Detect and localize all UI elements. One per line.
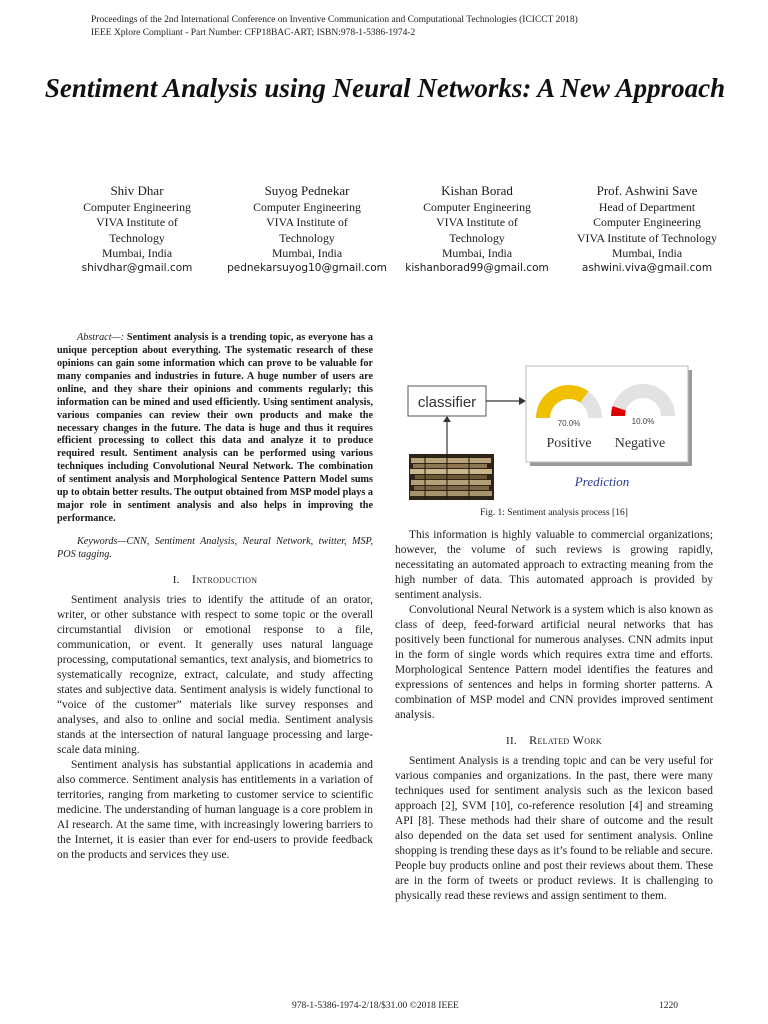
author-dept: Computer Engineering <box>423 200 531 214</box>
right-paragraph-1 <box>395 528 713 603</box>
author-email: shivdhar@gmail.com <box>81 262 193 275</box>
author-inst-2: Technology <box>449 230 505 245</box>
paragraph-text: Sentiment analysis has substantial applications in academia and also commerce. Sentiment analysis has entitlements in a variation of territories, ranging from marketing to customer service to scientific medicine. The understanding of human language is a core problem in AI research. At the same time, with increasingly lowering barriers to the Internet, it is easier than ever for end-users to provide feedback on the products and services they use. <box>57 758 373 861</box>
abstract-text: Sentiment analysis is a trending topic, as everyone has a unique perception about everything. The systematic research of these opinions can gain some information which can prove to be valuable for many companies and industries in future. A huge number of users are online, and they share their opinions and comments regularly; this information can be mined and used efficiently. Using sentiment analysis, various companies can review their own products and make the necessary changes in the future. The data is huge and thus it requires efficient processing to collect this data and analyze it to produce required result. Sentiment analysis can be performed using various techniques including Convolutional Neural Network. The combination of sentiment analysis and Morphological Sentence Pattern Model sums up to obtain better results. The output obtained from MSP model plays a major role in sentiment analysis and also helps in improving the performance. <box>57 332 374 524</box>
author-dept: Computer Engineering <box>253 200 361 214</box>
paragraph-text: Sentiment Analysis is a trending topic and can be very useful for various companies and organizations. In the past, there were many techniques used for sentiment analysis such as the lexicon based approach [2], SVM [10], co-reference resolution [4] and streaming API [8]. These methods had their share of outcome and the result also depended on the data set used for sentiment analysis. Online shopping is trending these days as it’s found to be reliable and secure. People buy products online and post their reviews about them. These are in the form of tweets or product reviews. It is challenging to physically read these reviews and assign sentiment to them. <box>395 755 713 902</box>
intro-paragraph-2 <box>57 758 373 863</box>
figure-graphic <box>395 340 713 500</box>
author-city: Mumbai, India <box>441 245 513 260</box>
intro-paragraph-1 <box>57 593 373 758</box>
paragraph-text: Convolutional Neural Network is a system which is also known as class of deep, feed-forward artificial neural networks that has positively been functional for numerous analyses. CNN admits input in the form of single words which requires extra time and efforts. Morphological Sentence Pattern model identifies the features and expressions of sentences and helps in forming shorter patterns. A combination of MSP model and CNN provides improved sentiment analysis. <box>395 604 713 721</box>
section-number: II. <box>505 735 517 747</box>
author-block <box>52 182 732 276</box>
abstract <box>57 332 373 526</box>
prediction-label: Prediction <box>574 474 630 489</box>
right-column <box>395 340 713 904</box>
author-inst-2: VIVA Institute of Technology <box>577 230 717 245</box>
author-email: ashwini.viva@gmail.com <box>581 262 713 275</box>
abstract-label: Abstract—: <box>77 332 124 344</box>
negative-label: Negative <box>614 436 666 451</box>
section-number: I. <box>172 573 180 586</box>
section-title: Introduction <box>191 571 258 586</box>
classifier-label: classifier <box>417 394 477 411</box>
proceedings-line-1: Proceedings of the 2nd International Conference on Inventive Communication and Computational Technologies (ICICCT 2018) <box>91 15 578 25</box>
positive-percent: 70.0% <box>557 419 581 428</box>
keywords-text: CNN, Sentiment Analysis, Neural Network, twitter, MSP, POS tagging. <box>57 535 373 560</box>
section-title: Related Work <box>529 733 602 747</box>
author-city: Mumbai, India <box>101 245 173 260</box>
author-inst-1: VIVA Institute of <box>266 215 348 230</box>
paragraph-text: This information is highly valuable to commercial organizations; however, the volume of such reviews is growing rapidly, necessitating an automated approach to extracting meaning from the high number of data. This automated approach is provided by sentiment analysis. <box>395 529 713 601</box>
author-inst-2: Technology <box>109 230 165 245</box>
author-city: Mumbai, India <box>611 245 683 260</box>
author-inst-2: Technology <box>279 230 335 245</box>
paragraph-text: Sentiment analysis tries to identify the attitude of an orator, writer, or other substance with respect to some topic or the overall circumstantial division or emotional response to a file, communication, or event. It generally uses natural language processing, computational semantics, text analysis, and biometrics to systematically recognize, extract, calculate, and study affecting states and subjective data. Sentiment analysis is widely functional to “voice of the customer” materials like survey responses and analyses, and also to online and social media. Sentiment analysis stands at the intersection of natural language processing and large-scale data mining. <box>57 593 373 756</box>
author-email: pednekarsuyog10@gmail.com <box>227 262 387 275</box>
negative-percent: 10.0% <box>631 417 655 426</box>
author-dept: Head of Department <box>598 200 696 214</box>
arrow-head-up <box>443 416 451 422</box>
proceedings-line-2: IEEE Xplore Compliant - Part Number: CFP18BAC-ART; ISBN:978-1-5386-1974-2 <box>91 28 416 38</box>
left-column <box>57 322 373 863</box>
author-city: Mumbai, India <box>271 245 343 260</box>
page-number: 1220 <box>659 1001 678 1011</box>
paper-title: Sentiment Analysis using Neural Networks: A New Approach <box>44 73 726 103</box>
author-3 <box>392 182 562 276</box>
author-inst-1: Computer Engineering <box>593 215 701 230</box>
author-dept: Computer Engineering <box>83 200 191 214</box>
author-email: kishanborad99@gmail.com <box>405 262 549 275</box>
section-heading-related-work <box>395 733 713 748</box>
document-stack-photo <box>409 454 494 500</box>
keywords-label: Keywords— <box>77 535 127 547</box>
author-inst-1: VIVA Institute of <box>436 215 518 230</box>
positive-label: Positive <box>546 436 592 451</box>
right-paragraph-2 <box>395 603 713 723</box>
author-name: Suyog Pednekar <box>264 183 350 198</box>
arrow-head-right <box>519 397 526 405</box>
figure-caption: Fig. 1: Sentiment analysis process [16] <box>480 508 628 518</box>
author-1 <box>52 182 222 276</box>
author-name: Kishan Borad <box>441 183 513 198</box>
figure-sentiment-process <box>395 340 713 500</box>
footer-copyright: 978-1-5386-1974-2/18/$31.00 ©2018 IEEE <box>292 1001 459 1011</box>
author-2 <box>222 182 392 276</box>
negative-gauge-fill <box>618 408 619 416</box>
author-inst-1: VIVA Institute of <box>96 215 178 230</box>
keywords <box>57 536 373 562</box>
proceedings-header <box>91 14 731 40</box>
author-name: Shiv Dhar <box>110 183 164 198</box>
author-name: Prof. Ashwini Save <box>596 183 698 198</box>
author-4 <box>562 182 732 276</box>
section-heading-introduction <box>57 572 373 587</box>
related-paragraph-1 <box>395 754 713 904</box>
